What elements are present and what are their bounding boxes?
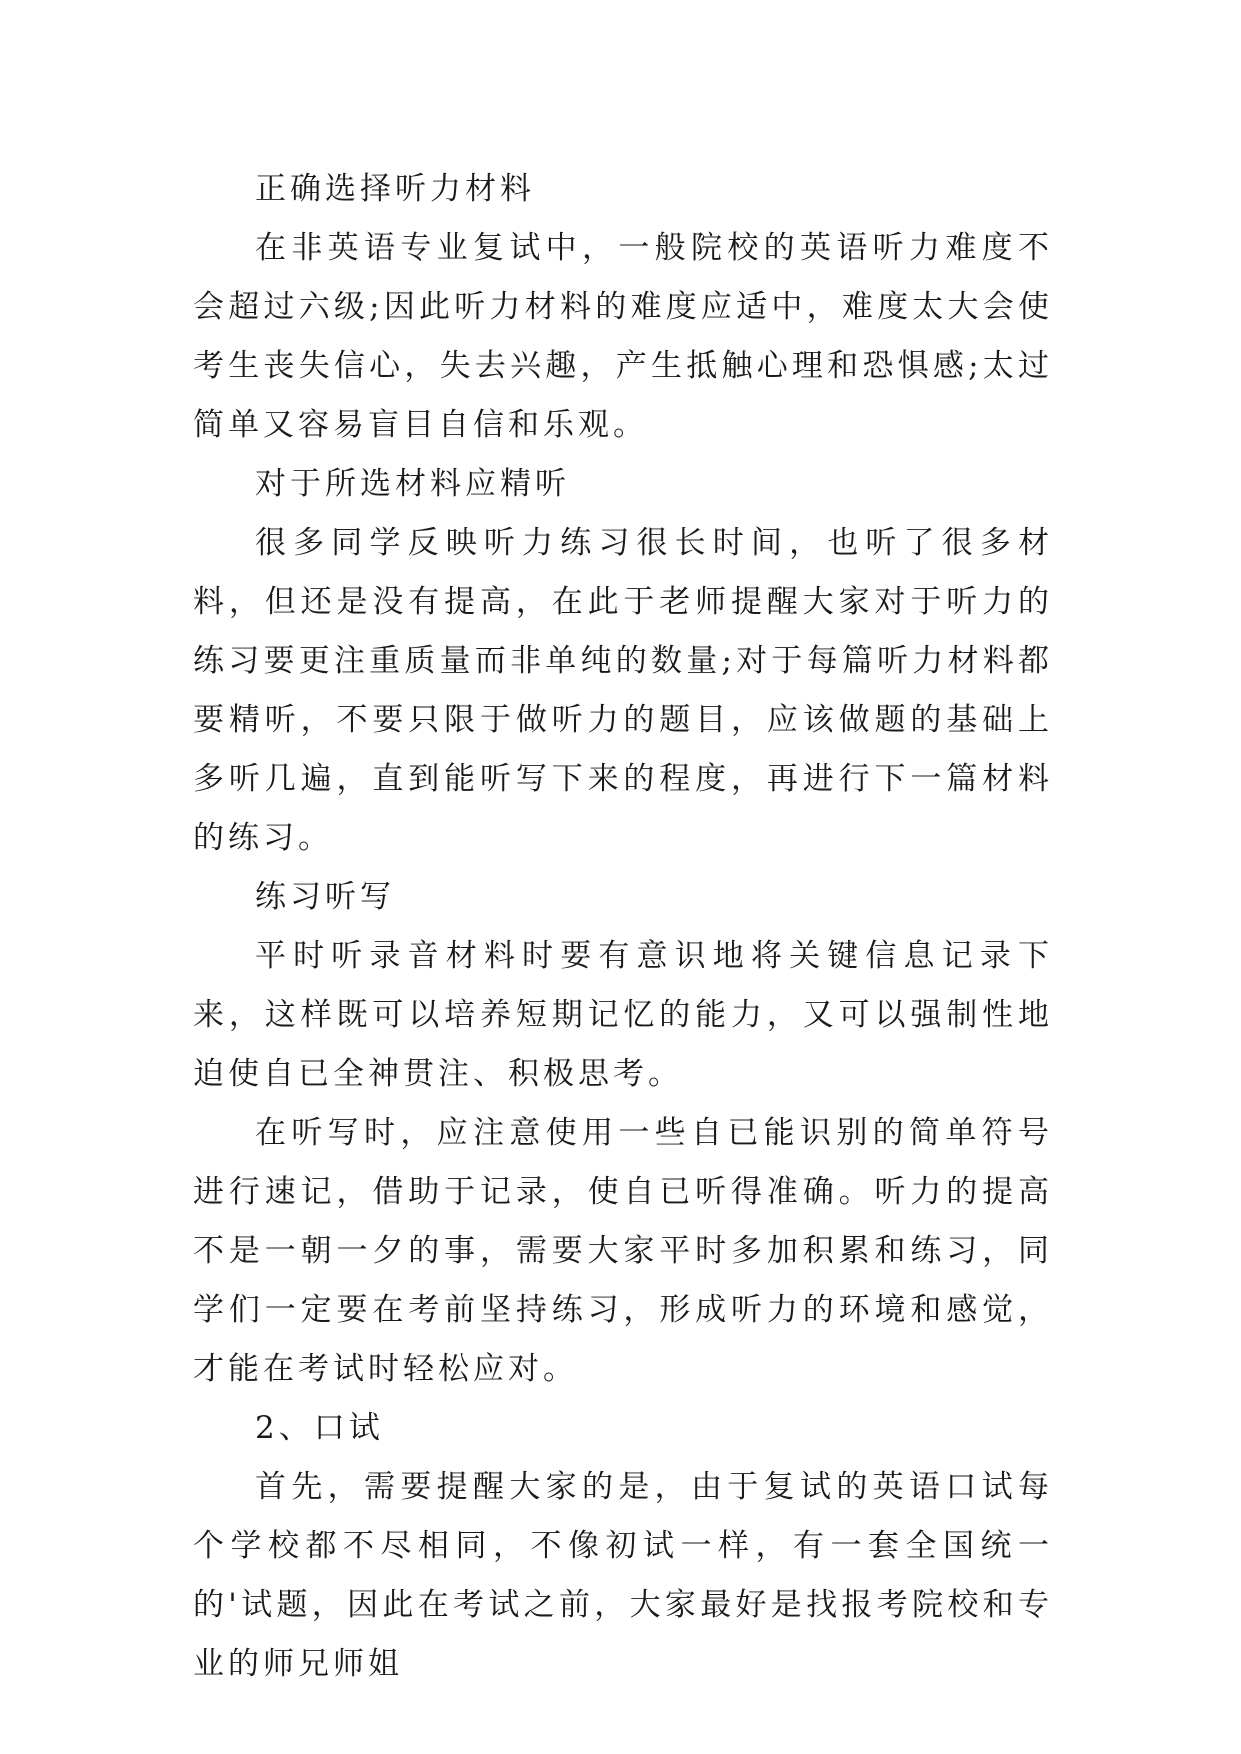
heading-intensive-listening: 对于所选材料应精听 [255, 466, 570, 502]
paragraph-shorthand: 在听写时，应注意使用一些自已能识别的简单符号进行速记，借助于记录，使自已听得准确。听力的提高不是一朝一夕的事，需要大家平时多加积累和练习，同学们一定要在考前坚持练习，形成听力的环境和感觉，才能在考试时轻松应对。 [193, 1115, 1053, 1387]
document-body [193, 160, 1053, 1694]
paragraph-note-taking: 平时听录音材料时要有意识地将关键信息记录下来，这样既可以培养短期记忆的能力，又可以强制性地迫使自已全神贯注、积极思考。 [193, 938, 1053, 1092]
heading-oral-exam: 2、口试 [255, 1410, 384, 1446]
heading-choose-listening-material: 正确选择听力材料 [255, 171, 535, 207]
paragraph-oral-exam: 首先，需要提醒大家的是，由于复试的英语口试每个学校都不尽相同，不像初试一样，有一套全国统一的'试题，因此在考试之前，大家最好是找报考院校和专业的师兄师姐 [193, 1469, 1053, 1682]
paragraph-intensive-listening: 很多同学反映听力练习很长时间，也听了很多材料，但还是没有提高，在此于老师提醒大家对于听力的练习要更注重质量而非单纯的数量;对于每篇听力材料都要精听，不要只限于做听力的题目，应该做题的基础上多听几遍，直到能听写下来的程度，再进行下一篇材料的练习。 [193, 525, 1053, 856]
heading-dictation-practice: 练习听写 [255, 879, 395, 915]
paragraph-listening-difficulty: 在非英语专业复试中，一般院校的英语听力难度不会超过六级;因此听力材料的难度应适中，难度太大会使考生丧失信心，失去兴趣，产生抵触心理和恐惧感;太过简单又容易盲目自信和乐观。 [193, 230, 1053, 443]
